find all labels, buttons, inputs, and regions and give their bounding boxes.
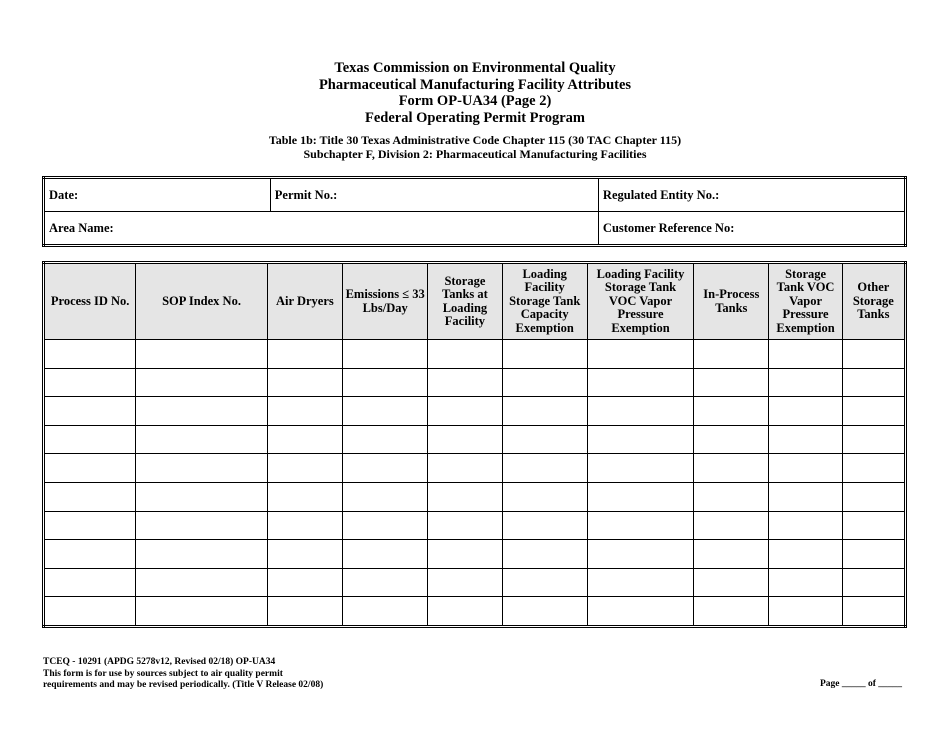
col-air-dryers: Air Dryers [267, 263, 342, 340]
table-cell[interactable] [502, 597, 587, 627]
table-cell[interactable] [587, 482, 693, 511]
table-cell[interactable] [136, 540, 267, 569]
table-cell[interactable] [842, 482, 905, 511]
table-cell[interactable] [842, 568, 905, 597]
col-emissions: Emissions ≤ 33 Lbs/Day [343, 263, 428, 340]
table-row [44, 340, 906, 369]
table-cell[interactable] [769, 597, 842, 627]
table-cell[interactable] [502, 454, 587, 483]
table-cell[interactable] [694, 482, 769, 511]
col-storage-vapor-exemption: Storage Tank VOC Vapor Pressure Exemption [769, 263, 842, 340]
table-row [44, 397, 906, 426]
page-number: Page _____ of _____ [819, 679, 902, 689]
table-cell[interactable] [44, 482, 136, 511]
table-cell[interactable] [343, 397, 428, 426]
table-cell[interactable] [842, 597, 905, 627]
table-cell[interactable] [343, 597, 428, 627]
table-cell[interactable] [587, 368, 693, 397]
table-cell[interactable] [842, 540, 905, 569]
form-note-line-2: requirements and may be revised periodically. (Title V Release 02/08) [43, 680, 324, 690]
date-label: Date: [49, 187, 79, 202]
info-table [42, 176, 907, 247]
table-cell[interactable] [587, 597, 693, 627]
table-cell[interactable] [694, 425, 769, 454]
table-cell[interactable] [842, 397, 905, 426]
table-cell[interactable] [842, 454, 905, 483]
table-cell[interactable] [44, 597, 136, 627]
table-cell[interactable] [44, 568, 136, 597]
table-cell[interactable] [587, 454, 693, 483]
table-cell[interactable] [267, 540, 342, 569]
table-cell[interactable] [267, 397, 342, 426]
table-cell[interactable] [587, 511, 693, 540]
permit-number-label: Permit No.: [274, 187, 338, 202]
table-cell[interactable] [267, 482, 342, 511]
table-cell[interactable] [502, 482, 587, 511]
table-cell[interactable] [44, 425, 136, 454]
table-cell[interactable] [428, 511, 502, 540]
table-cell[interactable] [267, 597, 342, 627]
table-cell[interactable] [769, 454, 842, 483]
facility-attributes-table [42, 261, 907, 628]
header-row [44, 263, 906, 340]
customer-reference-label: Customer Reference No: [602, 220, 735, 235]
area-name-field[interactable] [44, 212, 599, 246]
table-cell[interactable] [694, 597, 769, 627]
table-cell[interactable] [769, 540, 842, 569]
table-cell[interactable] [267, 454, 342, 483]
table-cell[interactable] [343, 340, 428, 369]
table-cell[interactable] [502, 540, 587, 569]
table-cell[interactable] [694, 540, 769, 569]
form-footer [43, 657, 323, 692]
table-cell[interactable] [694, 340, 769, 369]
table-cell[interactable] [587, 340, 693, 369]
table-cell[interactable] [267, 511, 342, 540]
col-process-id: Process ID No. [44, 263, 136, 340]
form-id-line: TCEQ - 10291 (APDG 5278v12, Revised 02/18) OP-UA34 [43, 657, 276, 667]
table-row [44, 454, 906, 483]
table-caption [0, 133, 950, 161]
table-cell[interactable] [502, 511, 587, 540]
table-cell[interactable] [267, 340, 342, 369]
table-cell[interactable] [842, 340, 905, 369]
table-cell[interactable] [769, 397, 842, 426]
table-cell[interactable] [136, 368, 267, 397]
table-cell[interactable] [136, 482, 267, 511]
table-cell[interactable] [44, 454, 136, 483]
table-cell[interactable] [694, 511, 769, 540]
table-cell[interactable] [428, 597, 502, 627]
col-in-process-tanks: In-Process Tanks [694, 263, 769, 340]
table-cell[interactable] [343, 368, 428, 397]
table-cell[interactable] [136, 568, 267, 597]
table-cell[interactable] [502, 568, 587, 597]
table-cell[interactable] [136, 454, 267, 483]
table-row [44, 425, 906, 454]
table-cell[interactable] [769, 340, 842, 369]
customer-reference-field[interactable] [598, 212, 905, 246]
table-cell[interactable] [343, 568, 428, 597]
table-cell[interactable] [343, 425, 428, 454]
table-row [44, 568, 906, 597]
table-cell[interactable] [44, 368, 136, 397]
col-other-storage-tanks: Other Storage Tanks [842, 263, 905, 340]
table-cell[interactable] [343, 482, 428, 511]
permit-number-field[interactable] [270, 178, 598, 212]
table-cell[interactable] [343, 454, 428, 483]
table-cell[interactable] [587, 568, 693, 597]
col-capacity-exemption: Loading Facility Storage Tank Capacity Exemption [502, 263, 587, 340]
table-cell[interactable] [136, 511, 267, 540]
table-cell[interactable] [842, 425, 905, 454]
col-storage-tanks-loading: Storage Tanks at Loading Facility [428, 263, 502, 340]
col-loading-vapor-exemption: Loading Facility Storage Tank VOC Vapor Pressure Exemption [587, 263, 693, 340]
date-field[interactable] [44, 178, 271, 212]
area-name-label: Area Name: [49, 220, 114, 235]
table-body [44, 340, 906, 627]
table-row [44, 540, 906, 569]
table-cell[interactable] [428, 368, 502, 397]
table-cell[interactable] [502, 425, 587, 454]
form-number-title: Form OP-UA34 (Page 2) [398, 93, 552, 109]
table-cell[interactable] [428, 568, 502, 597]
table-row [44, 482, 906, 511]
table-cell[interactable] [267, 425, 342, 454]
table-cell[interactable] [428, 454, 502, 483]
table-row [44, 368, 906, 397]
table-cell[interactable] [428, 397, 502, 426]
table-cell[interactable] [428, 482, 502, 511]
form-title-block [0, 60, 950, 126]
agency-title: Texas Commission on Environmental Quality [334, 60, 616, 76]
table-cell[interactable] [587, 425, 693, 454]
table-cell[interactable] [769, 482, 842, 511]
table-cell[interactable] [694, 397, 769, 426]
table-cell[interactable] [136, 597, 267, 627]
table-cell[interactable] [769, 511, 842, 540]
table-cell[interactable] [769, 568, 842, 597]
regulated-entity-field[interactable] [598, 178, 905, 212]
table-cell[interactable] [502, 340, 587, 369]
table-cell[interactable] [44, 540, 136, 569]
regulated-entity-label: Regulated Entity No.: [602, 187, 720, 202]
table-cell[interactable] [136, 340, 267, 369]
table-cell[interactable] [428, 340, 502, 369]
table-cell[interactable] [428, 540, 502, 569]
table-cell[interactable] [343, 540, 428, 569]
form-subject-title: Pharmaceutical Manufacturing Facility Attributes [318, 76, 632, 93]
table-cell[interactable] [44, 511, 136, 540]
table-cell[interactable] [842, 511, 905, 540]
table-cell[interactable] [842, 368, 905, 397]
table-cell[interactable] [343, 511, 428, 540]
table-cell[interactable] [587, 397, 693, 426]
table-cell[interactable] [694, 454, 769, 483]
table-caption-line-2: Subchapter F, Division 2: Pharmaceutical Manufacturing Facilities [303, 147, 647, 161]
table-cell[interactable] [267, 568, 342, 597]
col-sop-index: SOP Index No. [136, 263, 267, 340]
table-cell[interactable] [694, 368, 769, 397]
table-cell[interactable] [502, 397, 587, 426]
table-row [44, 597, 906, 627]
table-cell[interactable] [587, 540, 693, 569]
table-row [44, 511, 906, 540]
table-cell[interactable] [694, 568, 769, 597]
program-title: Federal Operating Permit Program [365, 109, 585, 126]
table-cell[interactable] [502, 368, 587, 397]
table-cell[interactable] [769, 368, 842, 397]
table-cell[interactable] [136, 397, 267, 426]
table-cell[interactable] [44, 340, 136, 369]
form-note-line-1: This form is for use by sources subject to air quality permit [43, 668, 283, 679]
table-cell[interactable] [136, 425, 267, 454]
table-caption-line-1: Table 1b: Title 30 Texas Administrative Code Chapter 115 (30 TAC Chapter 115) [268, 133, 682, 147]
table-cell[interactable] [267, 368, 342, 397]
table-cell[interactable] [428, 425, 502, 454]
table-cell[interactable] [44, 397, 136, 426]
table-cell[interactable] [769, 425, 842, 454]
